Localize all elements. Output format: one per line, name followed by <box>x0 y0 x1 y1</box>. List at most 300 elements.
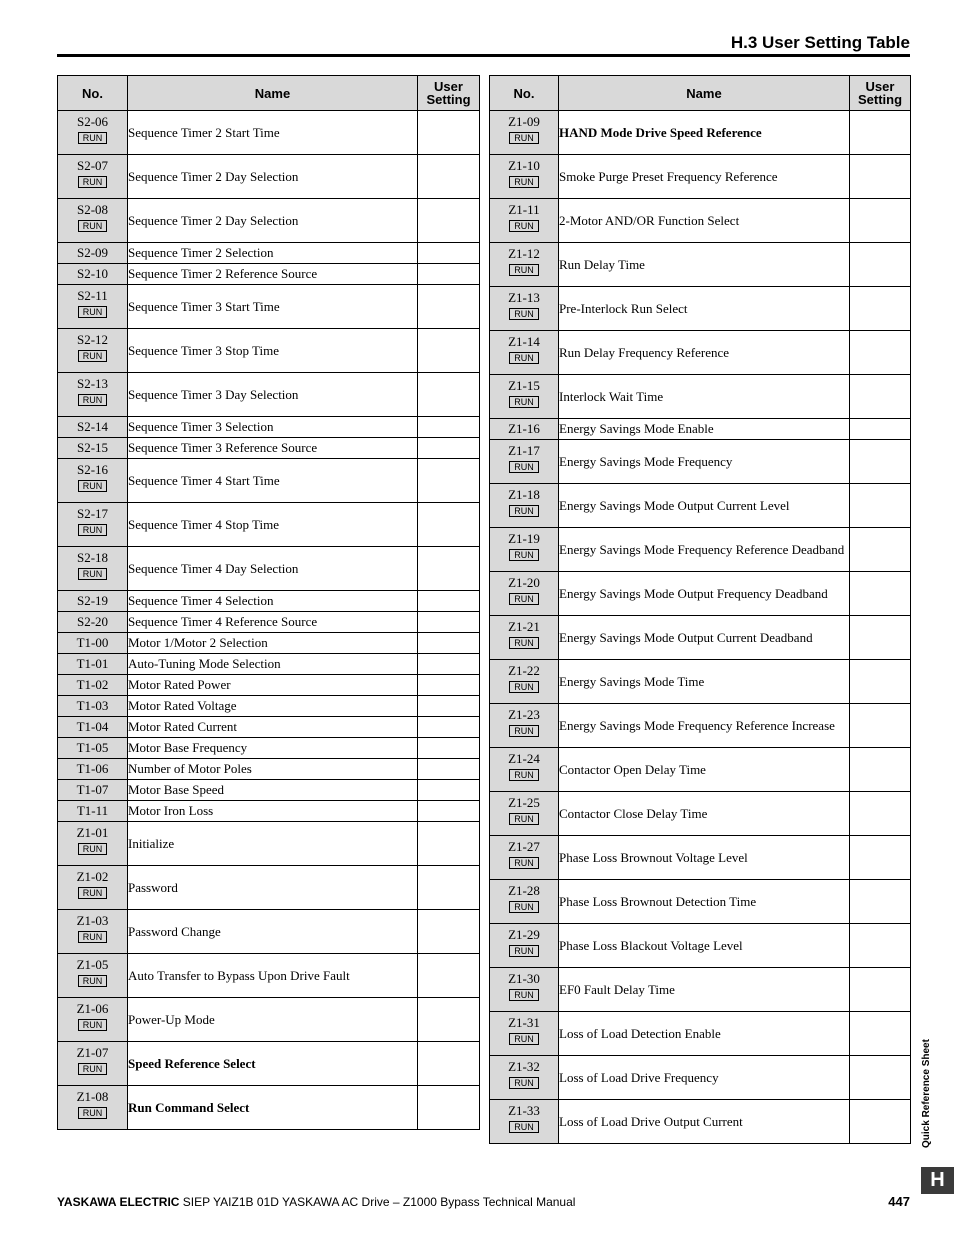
param-number: Z1-03 <box>76 913 109 928</box>
param-number: Z1-25 <box>508 795 540 810</box>
run-badge: RUN <box>78 887 108 899</box>
user-setting-cell[interactable] <box>418 547 480 591</box>
user-setting-cell[interactable] <box>418 954 480 998</box>
param-number-cell <box>490 616 559 660</box>
run-badge: RUN <box>509 813 539 825</box>
run-badge: RUN <box>78 220 108 232</box>
table-row <box>490 331 911 375</box>
run-badge: RUN <box>509 308 539 320</box>
table-row <box>490 660 911 704</box>
user-setting-cell[interactable] <box>850 572 911 616</box>
user-setting-cell[interactable] <box>418 199 480 243</box>
param-number-cell <box>58 459 128 503</box>
user-setting-table-right <box>489 75 911 1144</box>
run-badge: RUN <box>78 132 108 144</box>
table-row <box>490 880 911 924</box>
param-number-cell <box>58 866 128 910</box>
param-name: Sequence Timer 4 Day Selection <box>128 547 418 591</box>
user-setting-cell[interactable] <box>418 591 480 612</box>
param-number-cell <box>58 329 128 373</box>
run-badge: RUN <box>78 306 108 318</box>
user-setting-cell[interactable] <box>850 880 911 924</box>
user-setting-cell[interactable] <box>850 484 911 528</box>
param-number-cell <box>58 264 128 285</box>
column-header-user-setting <box>850 76 911 111</box>
user-setting-cell[interactable] <box>418 780 480 801</box>
param-number: T1-04 <box>76 719 109 734</box>
param-number: S2-18 <box>76 550 109 565</box>
table-row <box>58 717 480 738</box>
param-name: Motor Rated Power <box>128 675 418 696</box>
header-rule <box>57 54 910 57</box>
run-badge: RUN <box>509 264 539 276</box>
user-setting-cell[interactable] <box>418 717 480 738</box>
table-row <box>58 696 480 717</box>
param-number: T1-11 <box>76 803 109 818</box>
param-name: Sequence Timer 2 Day Selection <box>128 199 418 243</box>
param-name: Auto-Tuning Mode Selection <box>128 654 418 675</box>
param-name: Run Delay Time <box>559 243 850 287</box>
param-number-cell <box>490 792 559 836</box>
footer-text: SIEP YAIZ1B 01D YASKAWA AC Drive – Z1000 Bypass Technical Manual <box>179 1195 576 1209</box>
table-row <box>490 748 911 792</box>
user-setting-cell[interactable] <box>418 801 480 822</box>
table-row <box>490 1012 911 1056</box>
param-number: T1-00 <box>76 635 109 650</box>
run-badge: RUN <box>78 350 108 362</box>
param-name: Pre-Interlock Run Select <box>559 287 850 331</box>
param-number: Z1-02 <box>76 869 109 884</box>
param-number: Z1-05 <box>76 957 109 972</box>
param-name: Loss of Load Drive Frequency <box>559 1056 850 1100</box>
user-setting-cell[interactable] <box>418 373 480 417</box>
user-setting-cell[interactable] <box>418 998 480 1042</box>
param-name: Initialize <box>128 822 418 866</box>
table-row <box>58 199 480 243</box>
param-name: Phase Loss Blackout Voltage Level <box>559 924 850 968</box>
param-number-cell <box>58 199 128 243</box>
param-name: Sequence Timer 2 Selection <box>128 243 418 264</box>
user-setting-cell[interactable] <box>850 748 911 792</box>
param-number: S2-19 <box>76 593 109 608</box>
param-number-cell <box>490 704 559 748</box>
user-setting-cell[interactable] <box>850 924 911 968</box>
user-setting-cell[interactable] <box>850 440 911 484</box>
param-number-cell <box>490 748 559 792</box>
param-number: Z1-27 <box>508 839 540 854</box>
param-number: S2-10 <box>76 266 109 281</box>
table-row <box>58 503 480 547</box>
param-number: S2-06 <box>76 114 109 129</box>
user-setting-cell[interactable] <box>850 704 911 748</box>
run-badge: RUN <box>509 176 539 188</box>
param-name: Number of Motor Poles <box>128 759 418 780</box>
table-row <box>58 155 480 199</box>
table-row <box>58 547 480 591</box>
param-name: Password Change <box>128 910 418 954</box>
param-number: Z1-01 <box>76 825 109 840</box>
param-number: S2-20 <box>76 614 109 629</box>
param-number: Z1-21 <box>508 619 540 634</box>
param-number-cell <box>58 243 128 264</box>
run-badge: RUN <box>78 931 108 943</box>
user-setting-cell[interactable] <box>418 285 480 329</box>
param-name: Auto Transfer to Bypass Upon Drive Fault <box>128 954 418 998</box>
user-setting-cell[interactable] <box>418 675 480 696</box>
param-number: Z1-13 <box>508 290 540 305</box>
run-badge: RUN <box>509 352 539 364</box>
user-setting-cell[interactable] <box>418 1042 480 1086</box>
user-setting-cell[interactable] <box>418 696 480 717</box>
param-number: Z1-06 <box>76 1001 109 1016</box>
param-name: Power-Up Mode <box>128 998 418 1042</box>
user-setting-cell[interactable] <box>418 822 480 866</box>
param-number-cell <box>490 484 559 528</box>
user-setting-cell[interactable] <box>850 528 911 572</box>
run-badge: RUN <box>509 945 539 957</box>
param-number: S2-11 <box>77 288 108 303</box>
param-name: Sequence Timer 3 Reference Source <box>128 438 418 459</box>
table-row <box>58 243 480 264</box>
param-number: Z1-23 <box>508 707 540 722</box>
param-number-cell <box>58 1086 128 1130</box>
run-badge: RUN <box>509 1033 539 1045</box>
table-row <box>58 264 480 285</box>
table-row <box>58 633 480 654</box>
run-badge: RUN <box>509 989 539 1001</box>
param-number: Z1-19 <box>508 531 540 546</box>
user-setting-cell[interactable] <box>850 199 911 243</box>
table-row <box>58 612 480 633</box>
param-name: Energy Savings Mode Output Current Level <box>559 484 850 528</box>
table-row <box>490 440 911 484</box>
column-header-name: Name <box>128 76 418 111</box>
user-setting-cell[interactable] <box>850 792 911 836</box>
param-number-cell <box>490 199 559 243</box>
param-number-cell <box>490 419 559 440</box>
table-row <box>58 1042 480 1086</box>
table-row <box>58 780 480 801</box>
table-row <box>58 910 480 954</box>
param-name: Motor Rated Voltage <box>128 696 418 717</box>
param-number: S2-08 <box>76 202 109 217</box>
table-row <box>490 968 911 1012</box>
table-row <box>490 287 911 331</box>
param-number-cell <box>58 612 128 633</box>
user-setting-cell[interactable] <box>850 1056 911 1100</box>
param-number-cell <box>58 696 128 717</box>
table-row <box>490 243 911 287</box>
column-header-no: No. <box>58 76 128 111</box>
table-row <box>490 792 911 836</box>
user-setting-cell[interactable] <box>850 419 911 440</box>
table-row <box>58 954 480 998</box>
param-number: S2-12 <box>76 332 109 347</box>
user-setting-cell[interactable] <box>418 243 480 264</box>
user-setting-cell[interactable] <box>418 459 480 503</box>
user-setting-cell[interactable] <box>850 243 911 287</box>
param-number: T1-06 <box>76 761 109 776</box>
table-row <box>58 373 480 417</box>
run-badge: RUN <box>509 461 539 473</box>
param-number-cell <box>58 910 128 954</box>
param-number: Z1-09 <box>508 114 540 129</box>
param-number: Z1-33 <box>508 1103 540 1118</box>
param-name: Sequence Timer 4 Start Time <box>128 459 418 503</box>
param-number-cell <box>58 675 128 696</box>
user-setting-cell[interactable] <box>418 111 480 155</box>
table-row <box>490 111 911 155</box>
param-number: Z1-15 <box>508 378 540 393</box>
user-setting-cell[interactable] <box>418 417 480 438</box>
param-number: Z1-28 <box>508 883 540 898</box>
param-number-cell <box>490 880 559 924</box>
table-row <box>490 1100 911 1144</box>
run-badge: RUN <box>78 524 108 536</box>
user-setting-line1: User <box>434 79 463 94</box>
user-setting-cell[interactable] <box>418 438 480 459</box>
column-header-user-setting <box>418 76 480 111</box>
run-badge: RUN <box>509 901 539 913</box>
run-badge: RUN <box>78 1019 108 1031</box>
param-number: Z1-29 <box>508 927 540 942</box>
run-badge: RUN <box>78 975 108 987</box>
run-badge: RUN <box>509 681 539 693</box>
user-setting-cell[interactable] <box>418 1086 480 1130</box>
param-number-cell <box>58 801 128 822</box>
user-setting-cell[interactable] <box>418 759 480 780</box>
column-header-name: Name <box>559 76 850 111</box>
param-number-cell <box>58 654 128 675</box>
param-name: Sequence Timer 4 Reference Source <box>128 612 418 633</box>
user-setting-cell[interactable] <box>418 738 480 759</box>
user-setting-cell[interactable] <box>418 264 480 285</box>
table-row <box>58 738 480 759</box>
run-badge: RUN <box>509 505 539 517</box>
table-row <box>58 329 480 373</box>
param-name: Motor Rated Current <box>128 717 418 738</box>
user-setting-cell[interactable] <box>418 155 480 199</box>
run-badge: RUN <box>509 549 539 561</box>
param-name: Motor 1/Motor 2 Selection <box>128 633 418 654</box>
param-number: Z1-20 <box>508 575 540 590</box>
param-name: Phase Loss Brownout Detection Time <box>559 880 850 924</box>
param-name: Sequence Timer 3 Day Selection <box>128 373 418 417</box>
param-number: Z1-10 <box>508 158 540 173</box>
param-name: Password <box>128 866 418 910</box>
param-number-cell <box>490 528 559 572</box>
param-name: Sequence Timer 3 Stop Time <box>128 329 418 373</box>
param-number: S2-13 <box>76 376 109 391</box>
param-number-cell <box>58 780 128 801</box>
param-number: Z1-18 <box>508 487 540 502</box>
param-number-cell <box>58 998 128 1042</box>
user-setting-cell[interactable] <box>850 287 911 331</box>
table-row <box>490 419 911 440</box>
param-number-cell <box>58 547 128 591</box>
run-badge: RUN <box>78 394 108 406</box>
param-number: S2-07 <box>76 158 109 173</box>
param-number-cell <box>58 822 128 866</box>
run-badge: RUN <box>509 637 539 649</box>
run-badge: RUN <box>78 1063 108 1075</box>
run-badge: RUN <box>509 769 539 781</box>
table-row <box>490 572 911 616</box>
table-row <box>490 704 911 748</box>
param-number-cell <box>490 375 559 419</box>
table-row <box>58 801 480 822</box>
param-name: Phase Loss Brownout Voltage Level <box>559 836 850 880</box>
param-name: Loss of Load Detection Enable <box>559 1012 850 1056</box>
table-row <box>490 528 911 572</box>
user-setting-cell[interactable] <box>418 633 480 654</box>
table-row <box>58 675 480 696</box>
run-badge: RUN <box>78 1107 108 1119</box>
param-number-cell <box>58 373 128 417</box>
table-row <box>490 484 911 528</box>
param-number: S2-17 <box>76 506 109 521</box>
table-row <box>490 616 911 660</box>
column-header-no: No. <box>490 76 559 111</box>
user-setting-cell[interactable] <box>418 503 480 547</box>
param-number: Z1-11 <box>508 202 540 217</box>
param-number-cell <box>490 924 559 968</box>
param-number: Z1-08 <box>76 1089 109 1104</box>
table-row <box>490 836 911 880</box>
user-setting-line2: Setting <box>426 92 471 107</box>
footer <box>57 1195 575 1209</box>
param-number-cell <box>490 836 559 880</box>
param-number: Z1-12 <box>508 246 540 261</box>
param-name: Sequence Timer 2 Day Selection <box>128 155 418 199</box>
run-badge: RUN <box>78 843 108 855</box>
run-badge: RUN <box>78 480 108 492</box>
run-badge: RUN <box>509 1077 539 1089</box>
param-number-cell <box>58 417 128 438</box>
user-setting-cell[interactable] <box>418 329 480 373</box>
table-row <box>58 417 480 438</box>
user-setting-line2: Setting <box>857 92 903 107</box>
run-badge: RUN <box>509 132 539 144</box>
param-name: Energy Savings Mode Output Current Deadband <box>559 616 850 660</box>
user-setting-cell[interactable] <box>850 1100 911 1144</box>
param-number-cell <box>490 331 559 375</box>
table-row <box>58 822 480 866</box>
table-row <box>58 759 480 780</box>
param-number-cell <box>490 660 559 704</box>
param-name: Loss of Load Drive Output Current <box>559 1100 850 1144</box>
param-number-cell <box>490 572 559 616</box>
param-number-cell <box>490 440 559 484</box>
page-number: 447 <box>888 1194 910 1209</box>
param-number: S2-14 <box>76 419 109 434</box>
param-number: T1-02 <box>76 677 109 692</box>
param-number-cell <box>490 1100 559 1144</box>
param-number: Z1-17 <box>508 443 540 458</box>
section-title: H.3 User Setting Table <box>730 33 910 52</box>
param-number-cell <box>490 155 559 199</box>
user-setting-line1: User <box>865 79 895 94</box>
table-row <box>490 199 911 243</box>
param-number-cell <box>58 717 128 738</box>
user-setting-cell[interactable] <box>850 836 911 880</box>
user-setting-cell[interactable] <box>850 111 911 155</box>
param-number: Z1-30 <box>508 971 540 986</box>
user-setting-cell[interactable] <box>418 910 480 954</box>
user-setting-cell[interactable] <box>418 612 480 633</box>
param-number: T1-01 <box>76 656 109 671</box>
user-setting-cell[interactable] <box>418 654 480 675</box>
param-name: Energy Savings Mode Frequency Reference Deadband <box>559 528 850 572</box>
run-badge: RUN <box>509 1121 539 1133</box>
table-row <box>58 111 480 155</box>
param-name: Energy Savings Mode Output Frequency Deadband <box>559 572 850 616</box>
param-name: Energy Savings Mode Frequency <box>559 440 850 484</box>
param-name: Sequence Timer 2 Start Time <box>128 111 418 155</box>
param-number-cell <box>58 954 128 998</box>
param-number-cell <box>490 243 559 287</box>
param-number: T1-07 <box>76 782 109 797</box>
table-row <box>58 459 480 503</box>
side-section-label: Quick Reference Sheet <box>921 1039 932 1148</box>
table-row <box>58 866 480 910</box>
table-row <box>58 998 480 1042</box>
appendix-tab: H <box>921 1167 954 1194</box>
param-number: T1-05 <box>76 740 109 755</box>
run-badge: RUN <box>509 857 539 869</box>
user-setting-cell[interactable] <box>850 331 911 375</box>
param-name: Sequence Timer 3 Selection <box>128 417 418 438</box>
param-number: Z1-14 <box>508 334 540 349</box>
param-number: T1-03 <box>76 698 109 713</box>
table-row <box>58 285 480 329</box>
param-name: Contactor Close Delay Time <box>559 792 850 836</box>
param-number-cell <box>58 111 128 155</box>
param-number-cell <box>58 759 128 780</box>
param-number: Z1-16 <box>508 421 540 436</box>
param-name: Energy Savings Mode Frequency Reference Increase <box>559 704 850 748</box>
table-row <box>58 1086 480 1130</box>
run-badge: RUN <box>78 176 108 188</box>
param-name: Motor Base Speed <box>128 780 418 801</box>
table-row <box>490 1056 911 1100</box>
param-number-cell <box>58 285 128 329</box>
param-number: S2-16 <box>76 462 109 477</box>
param-name: Sequence Timer 4 Selection <box>128 591 418 612</box>
param-number: Z1-22 <box>508 663 540 678</box>
param-number-cell <box>58 1042 128 1086</box>
user-setting-cell[interactable] <box>850 375 911 419</box>
param-name: Motor Iron Loss <box>128 801 418 822</box>
param-name: Smoke Purge Preset Frequency Reference <box>559 155 850 199</box>
table-row <box>58 591 480 612</box>
table-row <box>490 155 911 199</box>
param-name: 2-Motor AND/OR Function Select <box>559 199 850 243</box>
user-setting-cell[interactable] <box>850 1012 911 1056</box>
param-number: Z1-32 <box>508 1059 540 1074</box>
param-number: Z1-07 <box>76 1045 109 1060</box>
user-setting-cell[interactable] <box>850 616 911 660</box>
run-badge: RUN <box>509 220 539 232</box>
user-setting-cell[interactable] <box>850 155 911 199</box>
param-name: Run Command Select <box>128 1086 418 1130</box>
user-setting-cell[interactable] <box>850 660 911 704</box>
user-setting-cell[interactable] <box>850 968 911 1012</box>
param-name: EF0 Fault Delay Time <box>559 968 850 1012</box>
param-number-cell <box>490 287 559 331</box>
table-row <box>58 654 480 675</box>
user-setting-cell[interactable] <box>418 866 480 910</box>
